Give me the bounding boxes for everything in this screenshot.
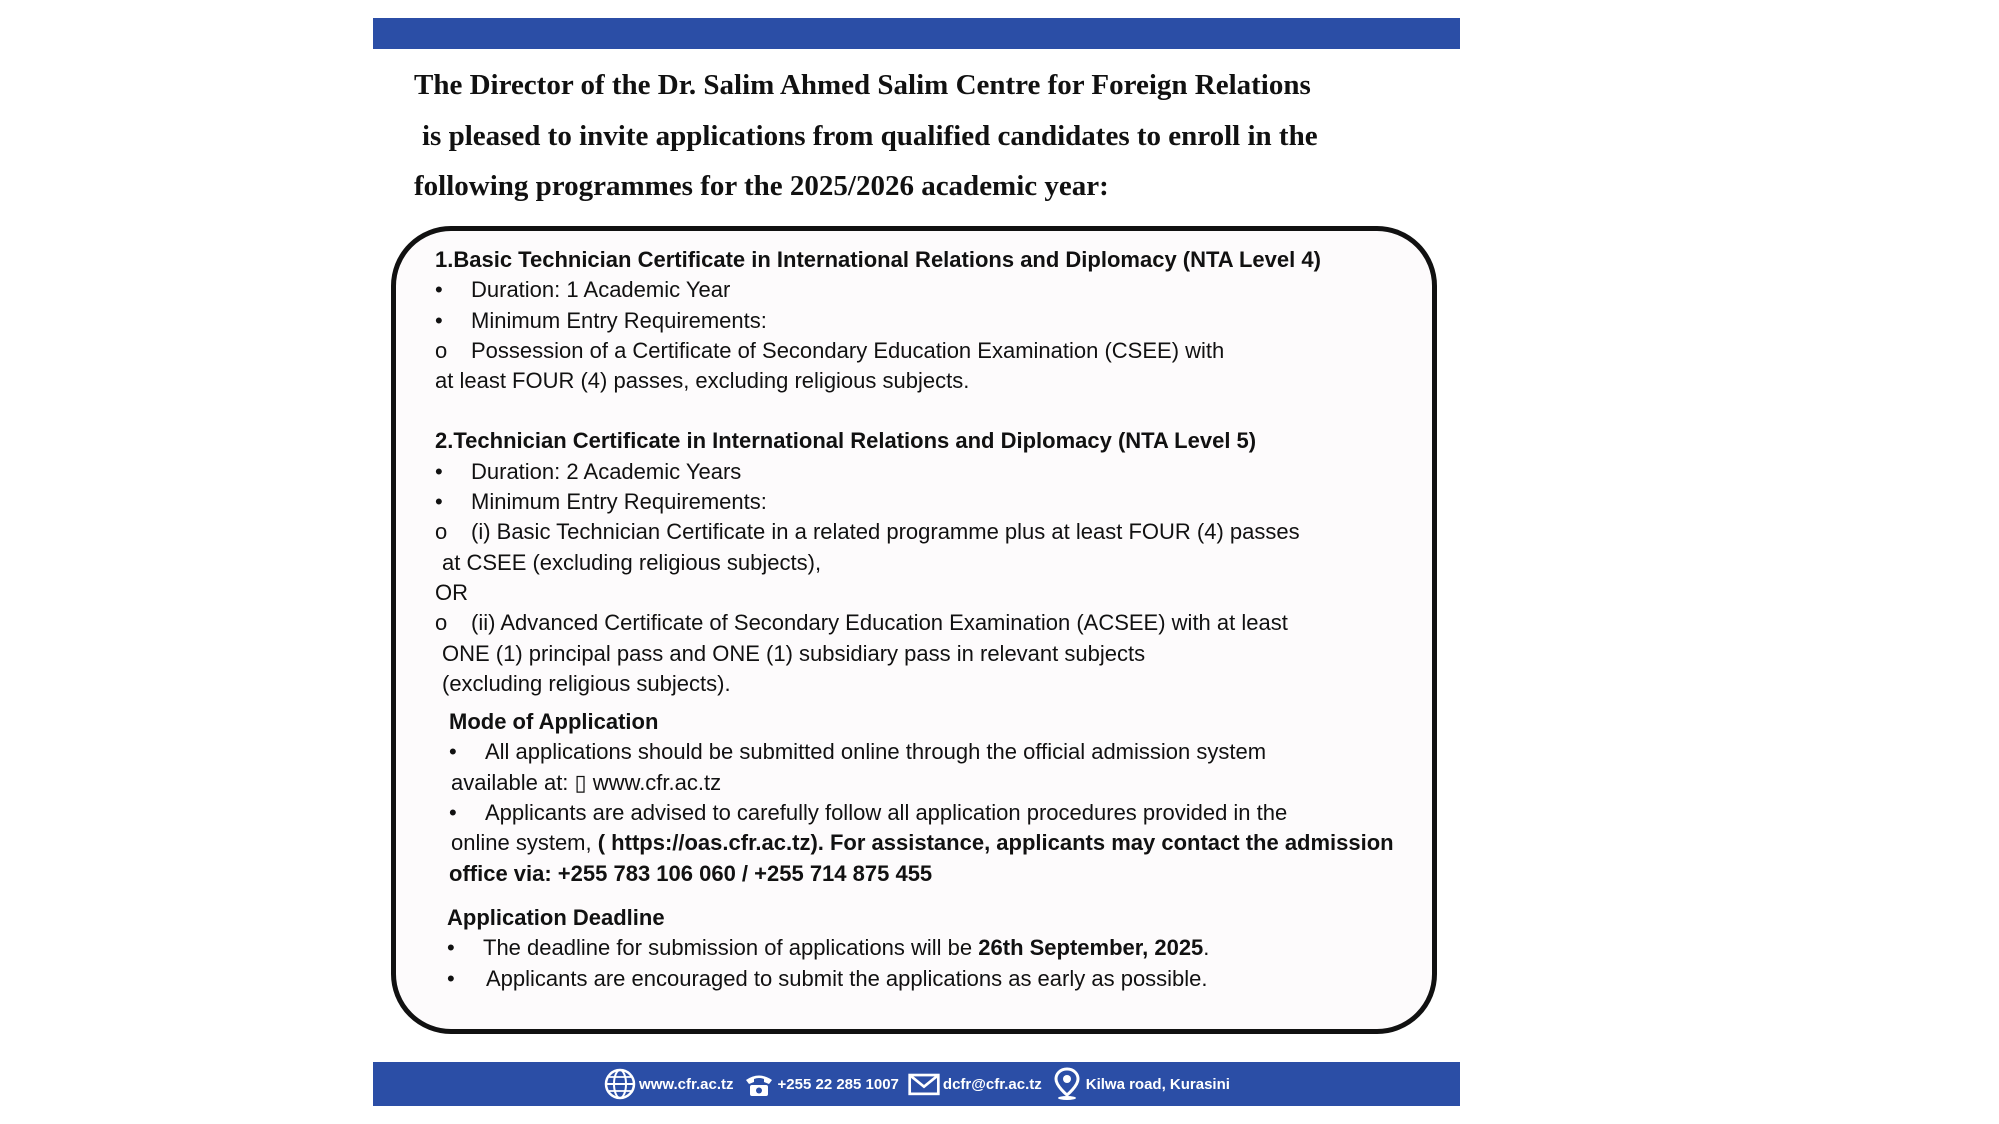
list-item (435, 737, 1395, 767)
list-item (435, 306, 1395, 336)
phone-icon (742, 1067, 776, 1101)
footer-address (1050, 1067, 1230, 1101)
footer-website-text: www.cfr.ac.tz (639, 1075, 734, 1093)
bullet: • (447, 935, 455, 961)
footer-bar (373, 1062, 1460, 1106)
sub-marker: o (435, 610, 448, 636)
mode-item2: Applicants are advised to carefully follow all application procedures provided in the (485, 800, 1288, 826)
intro-paragraph (414, 60, 1454, 212)
mode-item1: All applications should be submitted online through the official admission system (485, 739, 1267, 765)
footer-email-text: dcfr@cfr.ac.tz (942, 1075, 1042, 1093)
bullet: • (435, 277, 443, 303)
sub-marker: o (435, 337, 448, 363)
footer-address-text: Kilwa road, Kurasini (1085, 1075, 1230, 1093)
bullet: • (447, 965, 455, 991)
programme2-title: 2.Technician Certificate in International Relations and Diplomacy (NTA Level 5) (435, 428, 1257, 454)
mode-item1-cont (435, 768, 1395, 798)
deadline-heading: Application Deadline (447, 904, 665, 930)
programme2-req-label: Minimum Entry Requirements: (471, 489, 767, 515)
list-item (435, 964, 1395, 994)
footer-phone-text: +255 22 285 1007 (777, 1075, 899, 1093)
programme2-duration: Duration: 2 Academic Years (471, 458, 742, 484)
top-banner (373, 18, 1460, 49)
programme1-req-line: at least FOUR (4) passes, excluding religious subjects. (435, 368, 970, 394)
programme2-option1: (i) Basic Technician Certificate in a related programme plus at least FOUR (4) passes (471, 519, 1300, 545)
bullet: • (435, 489, 443, 515)
list-item (435, 933, 1395, 963)
programme1-req-label: Minimum Entry Requirements: (471, 307, 767, 333)
intro-line: following programmes for the 2025/2026 academic year: (414, 170, 1109, 202)
programme1-req-line: Possession of a Certificate of Secondary Education Examination (CSEE) with (471, 337, 1225, 363)
intro-line: is pleased to invite applications from qualified candidates to enroll in the (422, 119, 1318, 152)
list-item (435, 275, 1395, 305)
intro-line: The Director of the Dr. Salim Ahmed Salim Centre for Foreign Relations (414, 69, 1311, 101)
programme2-option2: (ii) Advanced Certificate of Secondary Education Examination (ACSEE) with at least (471, 610, 1288, 636)
globe-icon (603, 1067, 637, 1101)
programme1-title: 1.Basic Technician Certificate in International Relations and Diplomacy (NTA Level 4) (435, 247, 1321, 272)
oas-link[interactable]: ( https://oas.cfr.ac.tz). For assistance, applicants may contact the admission (597, 830, 1394, 856)
footer-email[interactable] (907, 1067, 1042, 1101)
deadline-item2: Applicants are encouraged to submit the applications as early as possible. (486, 965, 1208, 991)
bullet: • (435, 307, 443, 333)
programme2-option1-cont: at CSEE (excluding religious subjects), (442, 549, 822, 575)
programme1-duration: Duration: 1 Academic Year (471, 277, 731, 303)
deadline-item1-post: . (1203, 935, 1210, 961)
mode-heading: Mode of Application (449, 709, 659, 735)
list-item (435, 457, 1395, 487)
or-separator: OR (435, 579, 468, 605)
list-item (435, 487, 1395, 517)
footer-website[interactable] (603, 1067, 733, 1101)
website-text[interactable]: available at: ▯ www.cfr.ac.tz (451, 769, 722, 795)
footer-phone[interactable] (742, 1067, 899, 1101)
deadline-date: 26th September, 2025 (978, 935, 1204, 961)
programme2-option2-cont: ONE (1) principal pass and ONE (1) subsidiary pass in relevant subjects (442, 640, 1146, 666)
bullet: • (435, 458, 443, 484)
list-item (435, 336, 1395, 366)
deadline-item1-pre: The deadline for submission of applications will be (483, 935, 979, 961)
list-item (435, 608, 1395, 638)
programme2-option2-cont: (excluding religious subjects). (442, 670, 731, 696)
list-item (435, 798, 1395, 828)
mode-item2-normal: online system, (451, 830, 598, 856)
list-item (435, 517, 1395, 547)
envelope-icon (907, 1067, 941, 1101)
bullet: • (449, 800, 457, 826)
admission-contact: office via: +255 783 106 060 / +255 714 875 455 (449, 860, 933, 886)
location-pin-icon (1050, 1067, 1084, 1101)
mode-item2-cont (435, 828, 1395, 858)
card-content (435, 245, 1395, 994)
sub-marker: o (435, 519, 448, 545)
bullet: • (449, 739, 457, 765)
